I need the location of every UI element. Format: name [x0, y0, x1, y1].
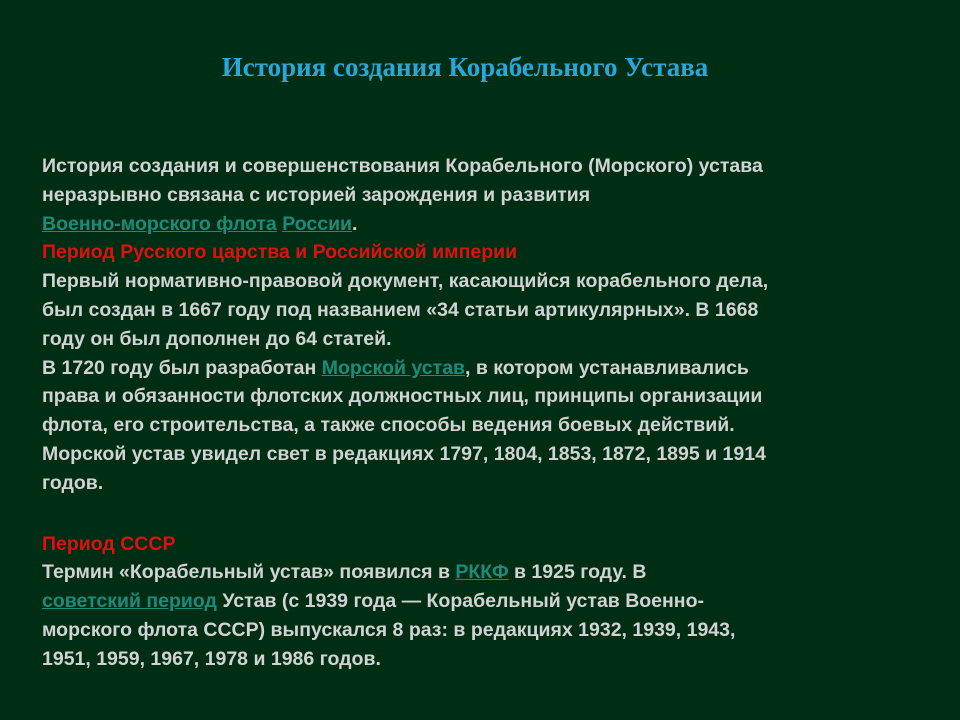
link-rkkf[interactable]: РККФ: [455, 561, 509, 584]
slide-title: История создания Корабельного Устава: [221, 52, 709, 82]
intro-line-3: [42, 210, 942, 239]
empire-p2-line-3: флота, его строительства, а также способы ведения боевых действий.: [42, 414, 735, 437]
ussr-line-2: [42, 587, 942, 616]
empire-p3-line-1: Морской устав увидел свет в редакциях 1797, 1804, 1853, 1872, 1895 и 1914: [42, 442, 766, 465]
empire-p3-line-2: годов.: [42, 471, 104, 494]
ussr-line-3: морского флота СССР) выпускался 8 раз: в редакциях 1932, 1939, 1943,: [42, 618, 736, 641]
empire-p2-before-link: В 1720 году был разработан: [42, 356, 322, 379]
empire-p2-line-2: права и обязанности флотских должностных лиц, принципы организации: [42, 385, 763, 408]
ussr-after-link: в 1925 году. В: [508, 561, 647, 584]
link-naval-charter[interactable]: Морской устав: [321, 356, 466, 379]
empire-p2-line-1: [42, 354, 942, 383]
intro-line-2: неразрывно связана с историей зарождения и развития: [42, 183, 591, 206]
empire-p2-after-link: , в котором устанавливались: [465, 356, 749, 379]
empire-p1-line-3: году он был дополнен до 64 статей.: [42, 327, 392, 350]
empire-p1-line-1: Первый нормативно-правовой документ, касающийся корабельного дела,: [42, 270, 769, 293]
link-navy[interactable]: Военно-морского флота: [42, 212, 277, 235]
section-heading-empire: Период Русского царства и Российской империи: [42, 241, 518, 264]
section-spacer: [42, 498, 942, 530]
ussr-line-1: [42, 558, 942, 587]
section-heading-ussr: Период СССР: [42, 532, 176, 555]
ussr-line-2-rest: Устав (с 1939 года — Корабельный устав Военно-: [216, 590, 704, 613]
empire-p1-line-2: был создан в 1667 году под названием «34 статьи артикулярных». В 1668: [42, 298, 759, 321]
ussr-before-link: Термин «Корабельный устав» появился в: [42, 561, 456, 584]
ussr-line-4: 1951, 1959, 1967, 1978 и 1986 годов.: [42, 647, 381, 670]
intro-line-1: История создания и совершенствования Корабельного (Морского) устава: [42, 155, 763, 177]
intro-period: .: [352, 212, 358, 235]
link-soviet-period[interactable]: советский период: [42, 590, 217, 613]
slide-body: [42, 152, 942, 674]
link-russia[interactable]: России: [282, 212, 353, 235]
